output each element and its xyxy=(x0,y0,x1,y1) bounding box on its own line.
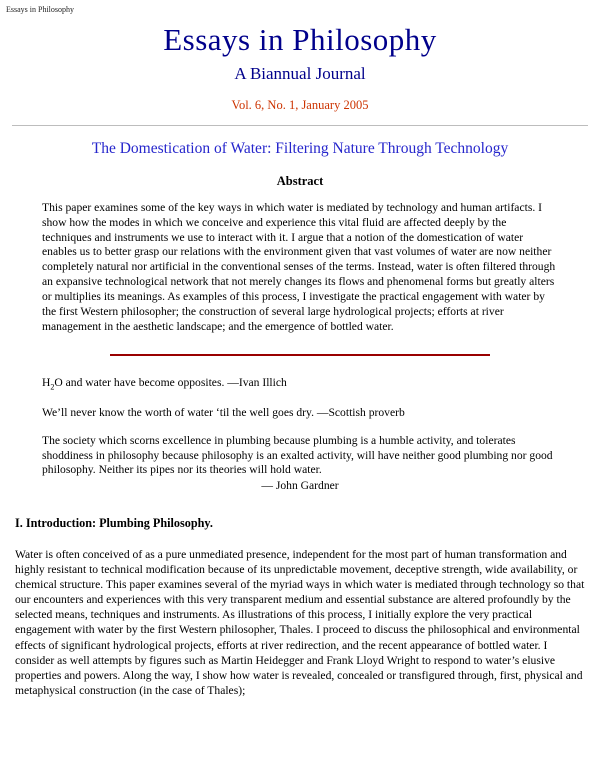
top-horizontal-rule xyxy=(12,125,588,126)
red-divider-rule xyxy=(110,354,490,356)
epigraph-illich xyxy=(42,376,558,393)
intro-paragraph: Water is often conceived of as a pure unmediated presence, independent for the most part of human transformation and highly resistant to technical modification because of its unpredictable movement, deceptive strength, wide availability, or chemical structure. This paper examines several of the myriad ways in which water is mediated through technology so that our encounters and experiences with this very transparent medium and essential substance are altered profoundly by the selected means, techniques and instruments. As illustrations of this process, I initially explore the very practical engagement with water by the first Western philosopher, Thales. I proceed to discuss the philosophical and environmental effects of significant hydrological projects, efforts at river redirection, and the recent appearance of bottled water. I consider as well attempts by figures such as Martin Heidegger and Frank Lloyd Wright to respond to water’s elusive properties and powers. Along the way, I show how water is revealed, concealed or transfigured through, first, physical and metaphysical construction (in the case of Thales); xyxy=(15,548,585,697)
journal-title: Essays in Philosophy xyxy=(163,22,437,57)
epigraph-illich-prefix: H xyxy=(42,376,51,390)
issue-info: Vol. 6, No. 1, January 2005 xyxy=(231,98,369,112)
article-title: The Domestication of Water: Filtering Nature Through Technology xyxy=(91,140,509,157)
section-heading-introduction: I. Introduction: Plumbing Philosophy. xyxy=(15,516,213,531)
epigraph-scottish-proverb: We’ll never know the worth of water ‘til the well goes dry. —Scottish proverb xyxy=(42,406,405,419)
epigraph-illich-subscript: 2 xyxy=(50,382,55,392)
epigraph-gardner xyxy=(42,434,558,494)
abstract-heading: Abstract xyxy=(276,174,324,188)
page-header-text: Essays in Philosophy xyxy=(6,5,75,14)
epigraph-gardner-attribution: — John Gardner xyxy=(261,479,339,493)
abstract-text: This paper examines some of the key ways in which water is mediated by technology and human artifacts. I show how the modes in which we conceive and experience this vital fluid are affected deeply by the techniques and instruments we use to interact with it. I argue that a notion of the domestication of water enables us to better grasp our relations with the environment given that vast volumes of water are now neither completely natural nor artificial in the conventional senses of the terms. Instead, water is often filtered through an expansive technological network that not merely changes its flows and phenomenal forms but greatly alters or multiplies its meanings. As examples of this process, I investigate the practical engagement with water by the first Western philosopher; the construction of several large hydrological projects; efforts at river management in the aesthetic landscape; and the emergence of bottled water. xyxy=(42,201,556,333)
masthead xyxy=(0,22,600,113)
epigraph-gardner-text: The society which scorns excellence in plumbing because plumbing is a humble activity, and tolerates shoddiness in philosophy because philosophy is an exalted activity, will have neither good plumbing nor good philosophy. Neither its pipes nor its theories will hold water. xyxy=(42,433,553,477)
journal-subtitle: A Biannual Journal xyxy=(234,64,366,83)
epigraph-illich-rest: O and water have become opposites. —Ivan Illich xyxy=(54,376,287,390)
